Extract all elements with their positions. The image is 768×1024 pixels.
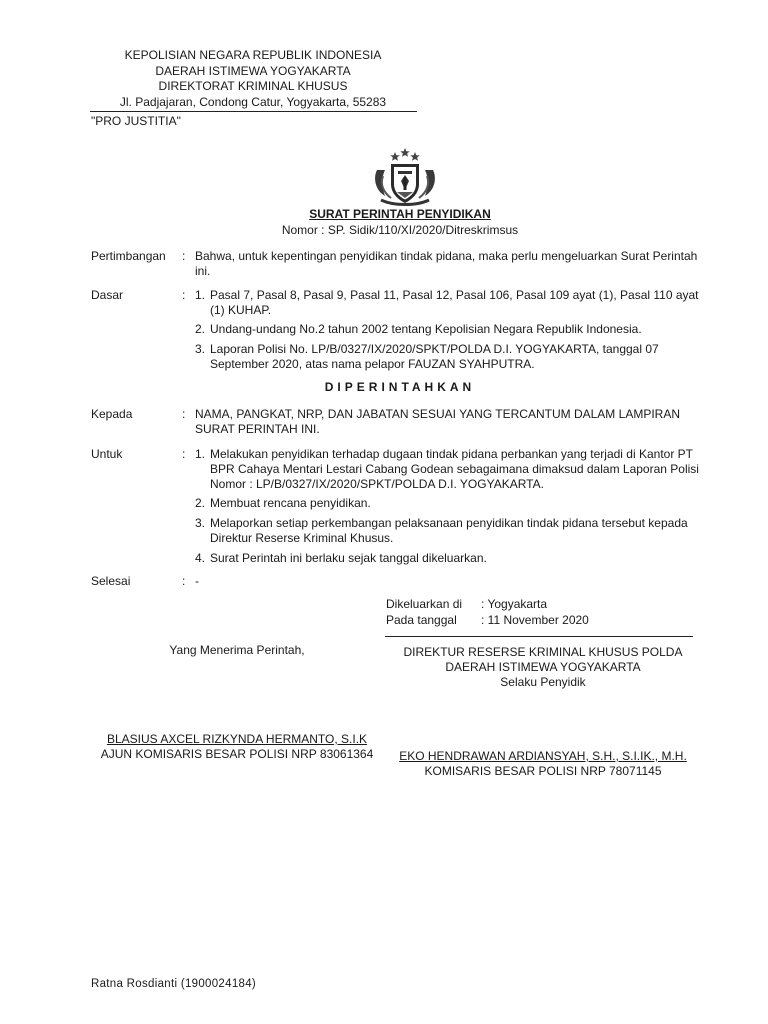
kepada-label: Kepada xyxy=(91,407,133,421)
dasar-item-1: Pasal 7, Pasal 8, Pasal 9, Pasal 11, Pasal 12, Pasal 106, Pasal 109 ayat (1), Pasal 110 ayat (1) KUHAP. xyxy=(210,288,699,317)
issuer-name: EKO HENDRAWAN ARDIANSYAH, S.H., S.I.IK., M.H. xyxy=(399,749,687,763)
dasar-item-2: Undang-undang No.2 tahun 2002 tentang Kepolisian Negara Republik Indonesia. xyxy=(210,322,642,336)
untuk-item-4-number: 4. xyxy=(195,551,206,565)
dasar-item-2-number: 2. xyxy=(195,322,206,336)
untuk-item-4: Surat Perintah ini berlaku sejak tanggal dikeluarkan. xyxy=(210,551,487,565)
issuer-title-line3: Selaku Penyidik xyxy=(500,675,586,689)
recipient-name: BLASIUS AXCEL RIZKYNDA HERMANTO, S.I.K xyxy=(106,732,368,746)
pertimbangan-text: Bahwa, untuk kepentingan penyidikan tindak pidana, maka perlu mengeluarkan Surat Perintah ini. xyxy=(195,249,698,278)
pertimbangan-colon: : xyxy=(182,249,186,263)
pro-justitia-label: "PRO JUSTITIA" xyxy=(91,114,181,128)
issued-place-label: Dikeluarkan di xyxy=(386,597,463,611)
issuer-title-line2: DAERAH ISTIMEWA YOGYAKARTA xyxy=(445,660,641,674)
author-footer: Ratna Rosdianti (1900024184) xyxy=(91,978,257,990)
untuk-item-2-number: 2. xyxy=(195,496,206,510)
selesai-label: Selesai xyxy=(91,574,131,588)
untuk-item-3: Melaporkan setiap perkembangan pelaksanaan penyidikan tindak pidana tersebut kepada Direktur Reserse Kriminal Khusus. xyxy=(210,516,688,545)
untuk-item-3-number: 3. xyxy=(195,516,206,530)
kepada-text: NAMA, PANGKAT, NRP, DAN JABATAN SESUAI YANG TERCANTUM DALAM LAMPIRAN SURAT PERINTAH INI. xyxy=(195,407,680,436)
letterhead-address: Jl. Padjajaran, Condong Catur, Yogyakarta, 55283 xyxy=(119,94,387,109)
document-title-text: SURAT PERINTAH PENYIDIKAN xyxy=(309,207,491,221)
recipient-rank: AJUN KOMISARIS BESAR POLISI NRP 83061364 xyxy=(100,747,374,761)
issuer-title-line1: DIREKTUR RESERSE KRIMINAL KHUSUS POLDA xyxy=(403,645,683,659)
pertimbangan-label: Pertimbangan xyxy=(91,249,166,263)
letterhead-line2: DAERAH ISTIMEWA YOGYAKARTA xyxy=(155,63,351,78)
letterhead xyxy=(90,48,416,110)
letterhead-line3: DIREKTORAT KRIMINAL KHUSUS xyxy=(158,79,348,93)
issued-place-value: : Yogyakarta xyxy=(481,597,548,611)
document-title xyxy=(200,207,600,222)
selesai-value: - xyxy=(195,574,199,588)
issuer-title xyxy=(386,645,700,690)
signature-divider xyxy=(385,636,693,637)
letterhead-line1: KEPOLISIAN NEGARA REPUBLIK INDONESIA xyxy=(124,48,382,62)
untuk-label: Untuk xyxy=(91,447,123,461)
diperintahkan-heading: DIPERINTAHKAN xyxy=(324,380,476,394)
selesai-colon: : xyxy=(182,574,186,588)
dasar-colon: : xyxy=(182,288,186,302)
untuk-item-1-number: 1. xyxy=(195,447,206,461)
issuer-signature xyxy=(386,749,700,779)
kepada-colon: : xyxy=(182,407,186,421)
issued-date-value: : 11 November 2020 xyxy=(481,613,589,627)
untuk-colon: : xyxy=(182,447,186,461)
issued-date-label: Pada tanggal xyxy=(386,613,457,627)
dasar-label: Dasar xyxy=(91,288,124,302)
dasar-item-3-number: 3. xyxy=(195,342,206,356)
letterhead-divider xyxy=(90,111,417,112)
untuk-item-2: Membuat rencana penyidikan. xyxy=(210,496,371,510)
document-number: Nomor : SP. Sidik/110/XI/2020/Ditreskrimsus xyxy=(281,223,519,237)
dasar-item-3: Laporan Polisi No. LP/B/0327/IX/2020/SPKT/POLDA D.I. YOGYAKARTA, tanggal 07 September 2020, atas nama pelapor FAUZAN SYAHPUTRA. xyxy=(210,342,659,371)
issuer-rank: KOMISARIS BESAR POLISI NRP 78071145 xyxy=(424,764,662,778)
polri-emblem-icon xyxy=(369,146,441,208)
dasar-item-1-number: 1. xyxy=(195,288,206,302)
recipient-heading: Yang Menerima Perintah, xyxy=(169,643,305,657)
untuk-item-1: Melakukan penyidikan terhadap dugaan tindak pidana perbankan yang terjadi di Kantor PT BPR Cahaya Mentari Lestari Cabang Godean sebagaimana dimaksud dalam Laporan Polisi Nomor : LP/B/0327/IX/2020/SPKT/POLDA D.I. YOGYAKARTA. xyxy=(210,447,699,491)
recipient-signature xyxy=(90,732,384,762)
